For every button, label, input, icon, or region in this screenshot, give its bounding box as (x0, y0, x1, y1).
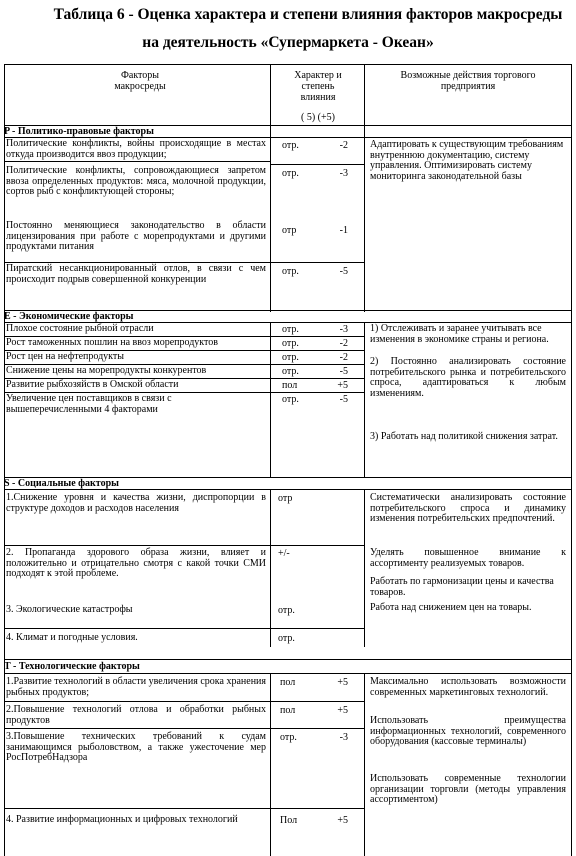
table-cell-type: отр. (282, 352, 299, 363)
table-cell-factor: Плохое состояние рыбной отрасли (6, 323, 154, 334)
header-scale: ( 5) (+5) (301, 112, 335, 123)
table-cell-action: Работа над снижением цен на товары. (370, 602, 532, 613)
table-cell-factor: Постоянно меняющиеся законодательство в области лицензирования при работе с морепродуктами и другими продуктами питания (6, 220, 266, 253)
section-title-technological: T - Технологические факторы (4, 661, 140, 672)
table-cell-factor: 1.Развитие технологий в области увеличения срока хранения рыбных продуктов; (6, 676, 266, 698)
row-divider (4, 628, 364, 629)
table-cell-factor: 3.Повышение технических требований к судам занимающимся рыболовством, а также ужесточение мер РосПотребНадзора (6, 731, 266, 764)
section-divider (4, 673, 572, 674)
row-divider (4, 808, 364, 809)
table-cell-factor: 4. Развитие информационных и цифровых технологий (6, 814, 238, 825)
table-title-line2: на деятельность «Супермаркета - Океан» (142, 34, 434, 51)
col-divider (270, 322, 271, 477)
table-cell-type: отр. (282, 366, 299, 377)
table-cell-value: -3 (339, 732, 348, 743)
table-cell-type: отр. (282, 338, 299, 349)
table-cell-factor: Развитие рыбхозяйств в Омской области (6, 379, 179, 390)
table-left-border (4, 64, 5, 856)
table-cell-type: отр. (282, 394, 299, 405)
col-divider (364, 64, 365, 137)
table-cell-factor: Увеличение цен поставщиков в связи с вышеперечисленными 4 факторами (6, 393, 172, 415)
row-divider (4, 701, 364, 702)
table-cell-type: пол (282, 380, 298, 391)
table-cell-type: отр. (282, 324, 299, 335)
table-cell-type: отр (278, 493, 293, 504)
section-title-political: P - Политико-правовые факторы (4, 126, 154, 137)
table-cell-factor: Рост таможенных пошлин на ввоз морепродуктов (6, 337, 218, 348)
table-cell-type: пол (280, 705, 296, 716)
table-top-border (4, 64, 572, 65)
table-title: Таблица 6 - Оценка характера и степени влияния факторов макросреды (53, 6, 563, 23)
table-cell-type: пол (280, 677, 296, 688)
table-cell-action: 2) Постоянно анализировать состояние потребительского рынка и потребительского спроса, адаптироваться к любым изменениям. (370, 356, 566, 399)
header-factors: Факторы макросреды (114, 70, 166, 92)
table-cell-factor: 2.Повышение технологий отлова и обработки рыбных продуктов (6, 704, 266, 726)
table-cell-action: Работать по гармонизации цены и качества товаров. (370, 576, 554, 598)
header-impact: Характер и степень влияния (294, 70, 342, 103)
table-cell-factor: Снижение цены на морепродукты конкурентов (6, 365, 207, 376)
table-cell-action: Использовать преимущества информационных технологий, современного оборудования (кассовые терминалы) (370, 715, 566, 748)
col-divider (364, 137, 365, 312)
header-actions: Возможные действия торгового предприятия (400, 70, 536, 92)
table-right-border (571, 64, 572, 856)
table-cell-factor: Рост цен на нефтепродукты (6, 351, 124, 362)
table-cell-value: -5 (339, 266, 348, 277)
table-cell-value: -3 (339, 324, 348, 335)
table-cell-type: отр. (278, 605, 295, 616)
col-divider (270, 489, 271, 647)
table-cell-value: +5 (337, 677, 348, 688)
table-cell-type: отр. (278, 633, 295, 644)
table-cell-value: +5 (337, 380, 348, 391)
table-cell-factor: Политические конфликты, сопровождающиеся запретом ввоза определенных продуктов: мяса, молочной продукции, сортов рыб с конфликтующей стороны; (6, 165, 266, 198)
table-cell-value: -2 (339, 338, 348, 349)
col-divider (364, 673, 365, 856)
table-cell-type: отр (282, 225, 297, 236)
table-cell-action: 3) Работать над политикой снижения затрат. (370, 431, 558, 442)
table-cell-value: -3 (339, 168, 348, 179)
table-cell-value: +5 (337, 705, 348, 716)
table-cell-factor: 4. Климат и погодные условия. (6, 632, 138, 643)
table-cell-value: +5 (337, 815, 348, 826)
table-cell-value: -5 (339, 366, 348, 377)
table-cell-type: отр. (280, 732, 297, 743)
row-divider (4, 545, 364, 546)
table-cell-value: -5 (339, 394, 348, 405)
table-cell-action: Систематически анализировать состояние потребительского спроса и динамику изменения потребительских предпочтений. (370, 492, 566, 525)
section-divider (4, 489, 572, 490)
row-divider (4, 728, 364, 729)
table-cell-action: Максимально использовать возможности современных маркетинговых технологий. (370, 676, 566, 698)
table-cell-value: -2 (339, 140, 348, 151)
table-cell-factor: 2. Пропаганда здорового образа жизни, влияет и положительно и отрицательно смотря с какой точки СМИ подходят к этой проблеме. (6, 547, 266, 580)
table-cell-action: Уделять повышенное внимание к ассортименту реализуемых товаров. (370, 547, 566, 569)
table-cell-type: отр. (282, 168, 299, 179)
row-divider (270, 164, 364, 165)
table-cell-action: Использовать современные технологии организации торговли (методы управления ассортиментом) (370, 773, 566, 806)
table-cell-type: +/- (278, 548, 290, 559)
table-cell-factor: Политические конфликты, войны происходящие в местах откуда производится ввоз продукции; (6, 138, 266, 160)
col-divider (364, 489, 365, 647)
table-cell-factor: Пиратский несанкционированный отлов, в связи с чем происходит подрыв совершенной конкуренции (6, 263, 266, 285)
table-cell-action: 1) Отслеживать и заранее учитывать все изменения в экономике страны и региона. (370, 323, 549, 345)
table-cell-action: Адаптировать к существующим требованиям внутреннюю документацию, систему управления. Оптимизировать систему мониторинга законодательной базы (370, 139, 564, 182)
table-cell-factor: 1.Снижение уровня и качества жизни, диспропорции в структуре доходов и расходов населения (6, 492, 266, 514)
table-cell-value: -2 (339, 352, 348, 363)
table-cell-type: Пол (280, 815, 298, 826)
table-cell-type: отр. (282, 266, 299, 277)
table-cell-factor: 3. Экологические катастрофы (6, 604, 133, 615)
section-divider (4, 659, 572, 660)
row-divider (4, 161, 270, 162)
col-divider (364, 322, 365, 477)
table-cell-type: отр. (282, 140, 299, 151)
col-divider (270, 64, 271, 137)
section-title-economic: E - Экономические факторы (4, 311, 134, 322)
table-cell-value: -1 (339, 225, 348, 236)
section-title-social: S - Социальные факторы (4, 478, 119, 489)
